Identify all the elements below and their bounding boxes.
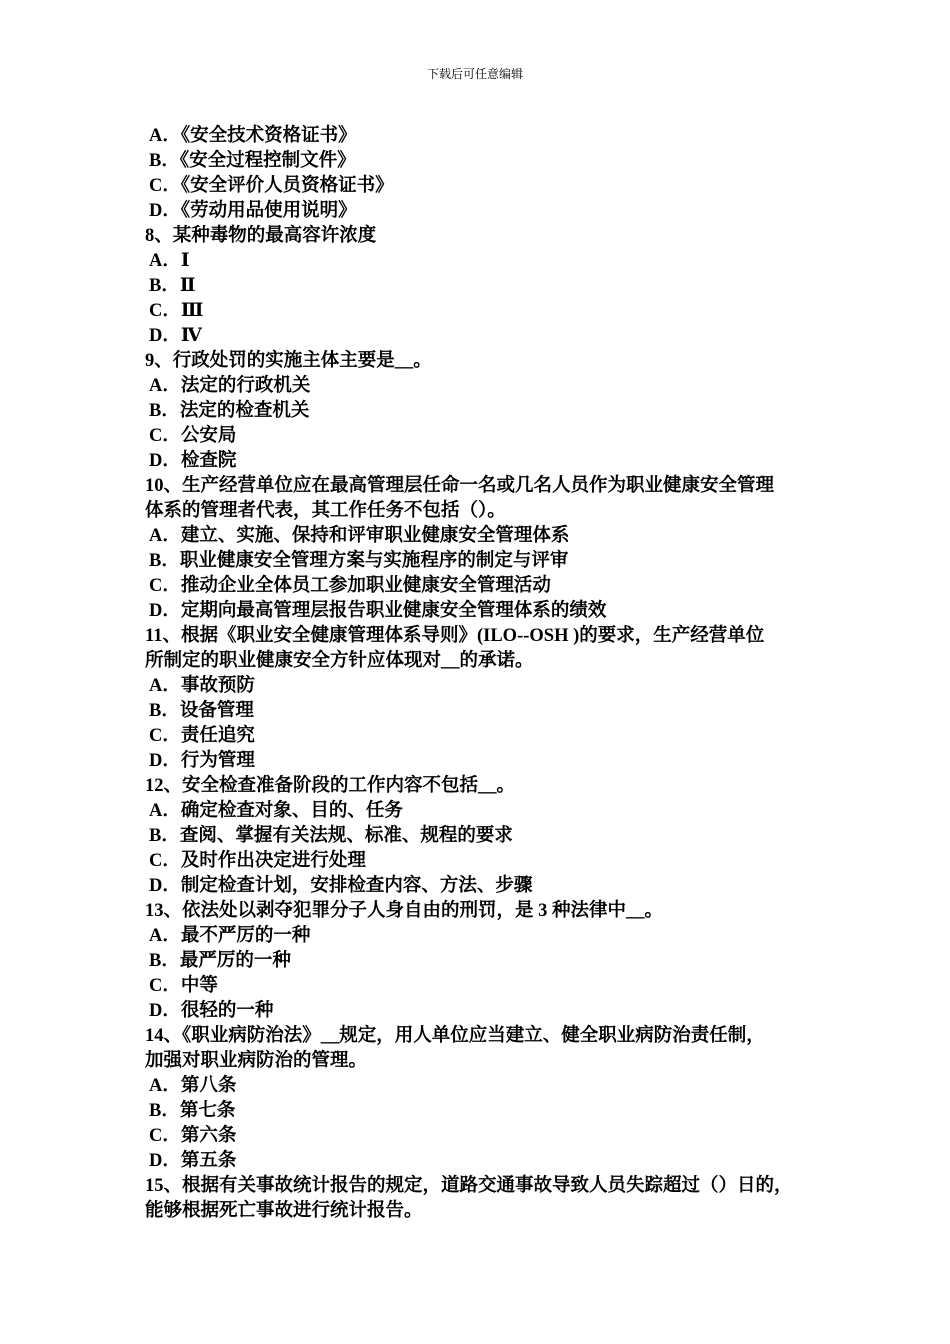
answer-option: D．《劳动用品使用说明》 <box>149 201 357 221</box>
answer-option: B．法定的检查机关 <box>149 401 310 421</box>
question-text: 11、根据《职业安全健康管理体系导则》(ILO--OSH )的要求，生产经营单位 <box>145 626 765 646</box>
answer-option: A．Ⅰ <box>149 251 190 271</box>
answer-option: D．Ⅳ <box>149 326 202 346</box>
answer-option: D．检查院 <box>149 451 237 471</box>
answer-option: C．公安局 <box>149 426 237 446</box>
question-text: 13、依法处以剥夺犯罪分子人身自由的刑罚，是 3 种法律中__。 <box>145 901 664 921</box>
answer-option: A．建立、实施、保持和评审职业健康安全管理体系 <box>149 526 570 546</box>
question-text: 加强对职业病防治的管理。 <box>145 1051 368 1071</box>
answer-option: A．最不严厉的一种 <box>149 926 311 946</box>
answer-option: C．推动企业全体员工参加职业健康安全管理活动 <box>149 576 551 596</box>
answer-option: A．第八条 <box>149 1076 237 1096</box>
question-text: 10、生产经营单位应在最高管理层任命一名或几名人员作为职业健康安全管理 <box>145 476 775 496</box>
answer-option: D．制定检查计划，安排检查内容、方法、步骤 <box>149 876 533 896</box>
question-text: 体系的管理者代表，其工作任务不包括（）。 <box>145 501 506 521</box>
answer-option: A．法定的行政机关 <box>149 376 311 396</box>
page-header: 下载后可任意编辑 <box>426 67 523 81</box>
answer-option: B．查阅、掌握有关法规、标准、规程的要求 <box>149 826 513 846</box>
answer-option: C．及时作出决定进行处理 <box>149 851 366 871</box>
answer-option: B．最严厉的一种 <box>149 951 291 971</box>
answer-option: B．设备管理 <box>149 701 254 721</box>
question-text: 12、安全检查准备阶段的工作内容不包括__。 <box>145 776 516 796</box>
answer-option: B．《安全过程控制文件》 <box>149 151 356 171</box>
answer-option: A．确定检查对象、目的、任务 <box>149 801 403 821</box>
answer-option: C．《安全评价人员资格证书》 <box>149 176 394 196</box>
answer-option: D．很轻的一种 <box>149 1001 274 1021</box>
answer-option: D．行为管理 <box>149 751 255 771</box>
answer-option: C．Ⅲ <box>149 301 204 321</box>
question-text: 14、《职业病防治法》__规定，用人单位应当建立、健全职业病防治责任制， <box>145 1026 765 1046</box>
document-body <box>145 124 825 1224</box>
question-text: 8、某种毒物的最高容许浓度 <box>145 226 377 246</box>
answer-option: C．责任追究 <box>149 726 255 746</box>
question-text: 所制定的职业健康安全方针应体现对__的承诺。 <box>145 651 534 671</box>
answer-option: D．定期向最高管理层报告职业健康安全管理体系的绩效 <box>149 601 607 621</box>
answer-option: C．中等 <box>149 976 218 996</box>
answer-option: D．第五条 <box>149 1151 237 1171</box>
answer-option: C．第六条 <box>149 1126 237 1146</box>
answer-option: A．《安全技术资格证书》 <box>149 126 357 146</box>
question-text: 9、行政处罚的实施主体主要是__。 <box>145 351 432 371</box>
answer-option: B．职业健康安全管理方案与实施程序的制定与评审 <box>149 551 569 571</box>
answer-option: B．第七条 <box>149 1101 236 1121</box>
answer-option: A．事故预防 <box>149 676 255 696</box>
answer-option: B．Ⅱ <box>149 276 196 296</box>
question-text: 15、根据有关事故统计报告的规定，道路交通事故导致人员失踪超过（）日的， <box>145 1176 793 1196</box>
question-text: 能够根据死亡事故进行统计报告。 <box>145 1201 423 1221</box>
